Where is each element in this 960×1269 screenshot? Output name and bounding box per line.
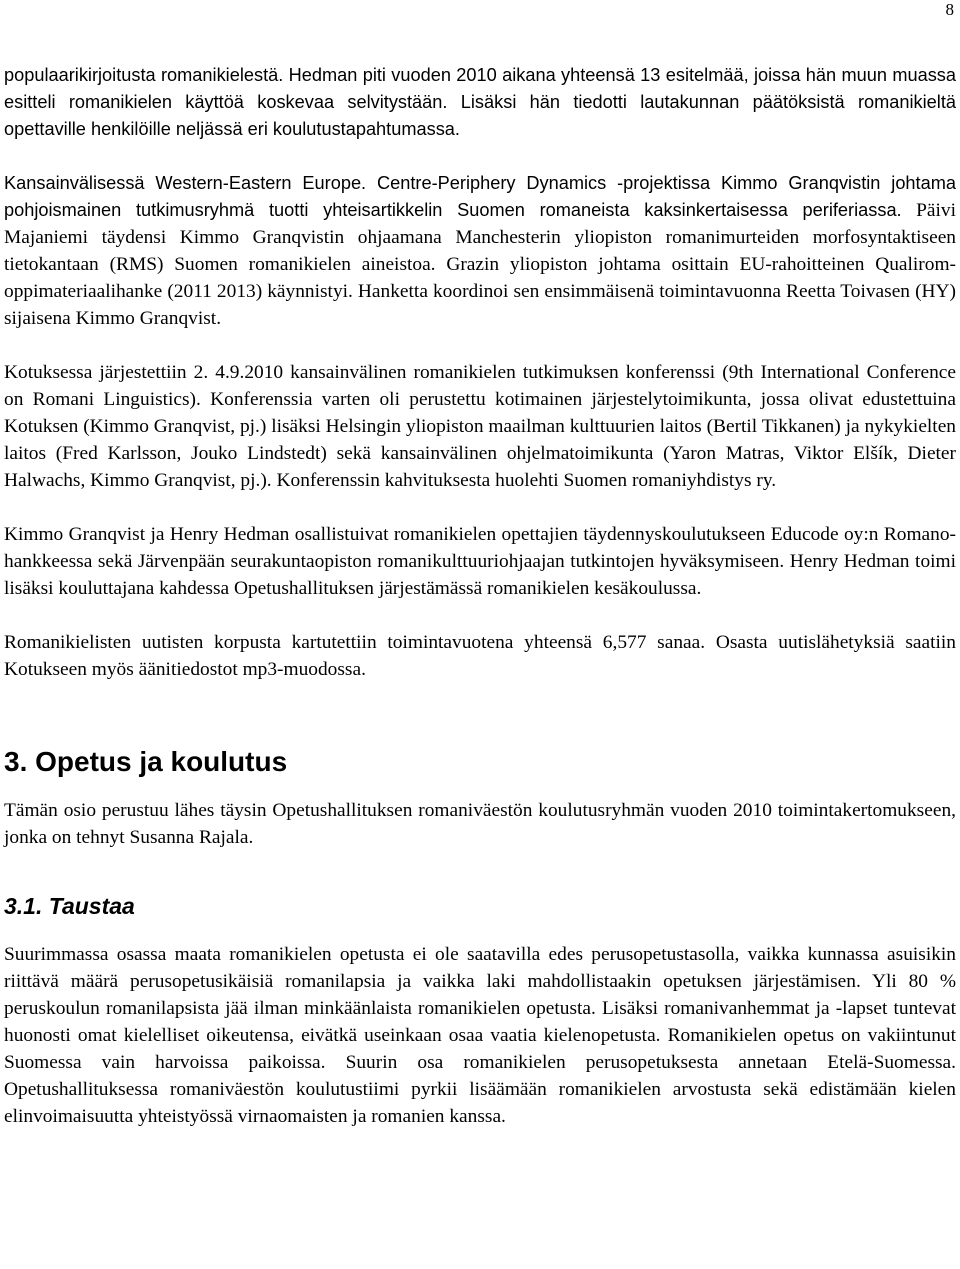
- paragraph-conference: Kotuksessa järjestettiin 2. 4.9.2010 kansainvälinen romanikielen tutkimuksen konferenssi (9th International Conference on Romani Linguistics). Konferenssia varten oli perustettu kotimainen järjestelytoimikunta, jossa olivat edustettuina Kotuksen (Kimmo Granqvist, pj.) lisäksi Helsingin yliopiston maailman kulttuurien laitos (Bertil Tikkanen) ja nykykielten laitos (Fred Karlsson, Jouko Lindstedt) sekä kansainvälinen ohjelmatoimikunta (Yaron Matras, Viktor Elšík, Dieter Halwachs, Kimmo Granqvist, pj.). Konferenssin kahvituksesta huolehti Suomen romaniyhdistys ry.: [4, 362, 956, 491]
- paragraph-spacer: [4, 602, 956, 629]
- paragraph-text-serif: Päivi Majaniemi täydensi Kimmo Granqvistin ohjaamana Manchesterin yliopiston romanimurteiden morfosyntaktiseen tietokantaan (RMS) Suomen romanikielen aineistoa. Grazin yliopiston johtama osittain EU-rahoitteinen Qualirom-oppimateriaalihanke (2011 2013) käynnistyi. Hanketta koordinoi sen ensimmäisenä toimintavuonna Reetta Toivasen (HY) sijaisena Kimmo Granqvist.: [4, 200, 957, 329]
- paragraph-international-projects: [4, 170, 956, 332]
- section-heading: 3. Opetus ja koulutus: [4, 746, 288, 777]
- section-spacer: [4, 851, 956, 891]
- subsection-heading: 3.1. Taustaa: [4, 893, 135, 919]
- document-body: [4, 62, 956, 1130]
- paragraph-text-sans: Kansainvälisessä Western-Eastern Europe. Centre-Periphery Dynamics -projektissa Kimmo Granqvistin johtama pohjoismainen tutkimusryhmä tuotti yhteisartikkelin Suomen romaneista kaksinkertaisessa periferiassa.: [4, 173, 956, 220]
- paragraph-hedman-talks: [4, 62, 956, 143]
- paragraph-news-corpus: Romanikielisten uutisten korpusta kartutettiin toimintavuotena yhteensä 6,577 sanaa. Osasta uutislähetyksiä saatiin Kotukseen myös äänitiedostot mp3-muodossa.: [4, 632, 956, 680]
- paragraph-spacer: [4, 494, 956, 521]
- page-number: 8: [945, 0, 954, 19]
- paragraph-spacer: [4, 332, 956, 359]
- paragraph-background: Suurimmassa osassa maata romanikielen opetusta ei ole saatavilla edes perusopetustasolla, vaikka kunnassa asuisikin riittävä määrä perusopetusikäisiä romanilapsia ja vaikka laki mahdollistaakin opetuksen järjestämisen. Yli 80 % peruskoulun romanilapsista jää ilman minkäänlaista romanikielen opetusta. Lisäksi romanivanhemmat ja -lapset tuntevat huonosti omat kielelliset oikeutensa, eivätkä useinkaan osaa vaatia kielenopetusta. Romanikielen opetus on vakiintunut Suomessa vain harvoissa paikoissa. Suurin osa romanikielen perusopetuksesta annetaan Etelä-Suomessa. Opetushallituksessa romaniväestön koulutustiimi pyrkii lisäämään romanikielen arvostusta sekä edistämään kielen elinvoimaisuutta yhteistyössä virnaomaisten ja romanien kanssa.: [4, 944, 956, 1127]
- paragraph-teacher-training: Kimmo Granqvist ja Henry Hedman osallistuivat romanikielen opettajien täydennyskoulutukseen Educode oy:n Romano-hankkeessa sekä Järvenpään seurakuntaopiston romanikulttuuriohjaajan tutkintojen hyväksymiseen. Henry Hedman toimi lisäksi kouluttajana kahdessa Opetushallituksen järjestämässä romanikielen kesäkoulussa.: [4, 524, 956, 599]
- section-spacer: [4, 683, 956, 745]
- heading-spacer: [4, 921, 956, 941]
- heading-spacer: [4, 779, 956, 797]
- paragraph-text-sans: populaarikirjoitusta romanikielestä. Hedman piti vuoden 2010 aikana yhteensä 13 esitelmää, joissa hän muun muassa esitteli romanikielen käyttöä koskevaa selvitystään. Lisäksi hän tiedotti lautakunnan päätöksistä romanikieltä opettaville henkilöille neljässä eri koulutustapahtumassa.: [4, 65, 956, 139]
- paragraph-spacer: [4, 143, 956, 170]
- paragraph-section-intro: Tämän osio perustuu lähes täysin Opetushallituksen romaniväestön koulutusryhmän vuoden 2010 toimintakertomukseen, jonka on tehnyt Susanna Rajala.: [4, 800, 956, 848]
